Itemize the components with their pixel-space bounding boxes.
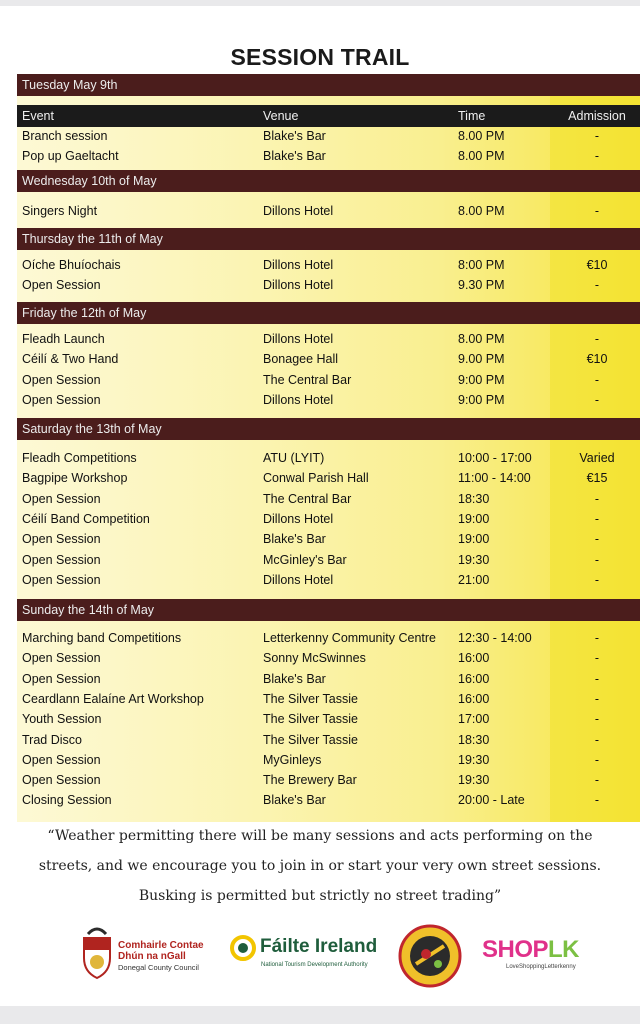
- table-row: [17, 126, 640, 146]
- table-row: [17, 628, 640, 648]
- cell-admission: €10: [586, 258, 608, 272]
- table-row: [17, 689, 640, 709]
- cell-admission: -: [594, 773, 600, 788]
- day-header: Sunday the 14th of May: [17, 599, 640, 621]
- cell-time: 18:30: [458, 732, 490, 747]
- table-row: [17, 146, 640, 166]
- table-row: [17, 570, 640, 590]
- cell-time: 11:00 - 14:00: [458, 471, 531, 486]
- council-line-2: Dhún na nGall: [118, 951, 186, 962]
- table-row: [17, 329, 640, 349]
- cell-venue: The Silver Tassie: [263, 691, 358, 706]
- cell-time: 16:00: [458, 671, 490, 686]
- cell-venue: McGinley's Bar: [263, 552, 347, 567]
- cell-venue: Dillons Hotel: [263, 258, 334, 272]
- cell-event: Open Session: [22, 651, 101, 666]
- cell-venue: Dillons Hotel: [263, 332, 334, 346]
- cell-time: 17:00: [458, 712, 490, 727]
- cell-venue: ATU (LYIT): [263, 451, 325, 465]
- table-row: [17, 648, 640, 668]
- cell-event: Open Session: [22, 752, 101, 767]
- cell-time: 19:00: [458, 511, 490, 526]
- poster-page: [0, 6, 640, 1006]
- cell-venue: Blake's Bar: [263, 793, 326, 808]
- cell-admission: -: [594, 732, 600, 747]
- cell-event: Open Session: [22, 671, 101, 686]
- cell-time: 8.00 PM: [458, 204, 505, 218]
- shoplk-name: [482, 936, 579, 964]
- column-header-event: Event: [22, 109, 54, 123]
- table-row: [17, 730, 640, 750]
- cell-admission: -: [594, 752, 600, 767]
- cell-event: Open Session: [22, 491, 101, 506]
- council-line-3: Donegal County Council: [118, 963, 199, 972]
- column-header-venue: Venue: [263, 109, 299, 123]
- cell-event: Open Session: [22, 552, 101, 567]
- council-name: [118, 940, 204, 973]
- cell-event: Open Session: [22, 532, 101, 547]
- quote-line-1: “Weather permitting there will be many sessions and acts performing on the: [47, 828, 593, 844]
- cell-venue: The Brewery Bar: [263, 773, 357, 788]
- failte-name: Fáilte Ireland: [260, 936, 378, 957]
- cell-admission: -: [594, 392, 600, 407]
- cell-event: Marching band Competitions: [22, 631, 182, 645]
- cell-venue: Blake's Bar: [263, 149, 326, 164]
- table-row: [17, 709, 640, 729]
- comhaltas-emblem-icon: [398, 924, 462, 988]
- failte-subtitle: National Tourism Development Authority: [261, 962, 368, 968]
- table-row: [17, 790, 640, 810]
- table-row: [17, 201, 640, 221]
- cell-admission: -: [594, 691, 600, 706]
- cell-time: 16:00: [458, 691, 490, 706]
- cell-time: 19:30: [458, 552, 490, 567]
- cell-time: 8.00 PM: [458, 129, 505, 143]
- cell-time: 8.00 PM: [458, 149, 505, 164]
- cell-venue: Dillons Hotel: [263, 278, 334, 293]
- table-row: [17, 448, 640, 468]
- table-row: [17, 529, 640, 549]
- cell-time: 19:30: [458, 752, 490, 767]
- cell-event: Open Session: [22, 773, 101, 788]
- day-header: Thursday the 11th of May: [17, 228, 640, 250]
- lk-text: LK: [548, 936, 580, 963]
- cell-venue: The Silver Tassie: [263, 712, 358, 727]
- cell-event: Open Session: [22, 392, 101, 407]
- failte-ireland-logo: [230, 924, 390, 988]
- council-logo: [80, 924, 220, 988]
- column-header-admission: Admission: [568, 109, 626, 123]
- cell-event: Branch session: [22, 129, 108, 143]
- cell-admission: -: [594, 129, 600, 143]
- column-header-row: [17, 105, 640, 127]
- table-row: [17, 669, 640, 689]
- cell-venue: Blake's Bar: [263, 671, 326, 686]
- cell-venue: Dillons Hotel: [263, 204, 334, 218]
- comhaltas-logo: [398, 924, 462, 988]
- cell-admission: €10: [586, 352, 608, 367]
- quote-line-3: Busking is permitted but strictly no street trading”: [138, 888, 502, 904]
- cell-event: Singers Night: [22, 204, 98, 218]
- cell-time: 9.00 PM: [458, 352, 505, 367]
- cell-event: Ceardlann Ealaíne Art Workshop: [22, 691, 204, 706]
- cell-event: Youth Session: [22, 712, 102, 727]
- cell-time: 9.30 PM: [458, 278, 505, 293]
- day-header: Wednesday 10th of May: [17, 170, 640, 192]
- cell-venue: Blake's Bar: [263, 129, 326, 143]
- cell-venue: Blake's Bar: [263, 532, 326, 547]
- table-row: [17, 275, 640, 295]
- cell-admission: -: [594, 671, 600, 686]
- cell-admission: -: [594, 532, 600, 547]
- table-row: [17, 550, 640, 570]
- cell-admission: -: [594, 793, 600, 808]
- day-header: Friday the 12th of May: [17, 302, 640, 324]
- table-row: [17, 750, 640, 770]
- cell-time: 18:30: [458, 491, 490, 506]
- cell-venue: The Central Bar: [263, 491, 352, 506]
- cell-admission: -: [594, 491, 600, 506]
- cell-venue: Dillons Hotel: [263, 392, 334, 407]
- council-line-1: Comhairle Contae: [118, 940, 204, 951]
- table-row: [17, 489, 640, 509]
- cell-admission: -: [594, 631, 600, 645]
- cell-time: 10:00 - 17:00: [458, 451, 532, 465]
- cell-time: 8.00 PM: [458, 332, 505, 346]
- cell-admission: -: [594, 372, 600, 387]
- cell-time: 19:00: [458, 532, 490, 547]
- cell-time: 12:30 - 14:00: [458, 631, 532, 645]
- cell-admission: -: [594, 204, 600, 218]
- cell-event: Trad Disco: [22, 732, 82, 747]
- cell-time: 9:00 PM: [458, 372, 505, 387]
- page-title: SESSION TRAIL: [230, 44, 410, 70]
- cell-admission: -: [594, 712, 600, 727]
- schedule-table: [17, 74, 640, 822]
- cell-event: Closing Session: [22, 793, 112, 808]
- cell-admission: -: [594, 511, 600, 526]
- cell-venue: The Silver Tassie: [263, 732, 358, 747]
- failte-emblem-icon: [230, 924, 256, 988]
- cell-admission: -: [594, 572, 600, 587]
- sponsor-logos: [0, 924, 640, 988]
- cell-event: Pop up Gaeltacht: [22, 149, 119, 164]
- cell-time: 19:30: [458, 773, 490, 788]
- cell-admission: €15: [586, 471, 608, 486]
- column-header-time: Time: [458, 109, 486, 123]
- cell-venue: The Central Bar: [263, 372, 352, 387]
- cell-venue: Letterkenny Community Centre: [263, 631, 436, 645]
- table-row: [17, 349, 640, 369]
- table-row: [17, 770, 640, 790]
- cell-venue: Dillons Hotel: [263, 572, 334, 587]
- cell-admission: Varied: [579, 451, 615, 465]
- day-header: Tuesday May 9th: [17, 74, 640, 96]
- cell-time: 16:00: [458, 651, 490, 666]
- cell-admission: -: [594, 278, 600, 293]
- cell-admission: -: [594, 149, 600, 164]
- cell-admission: -: [594, 332, 600, 346]
- cell-event: Fleadh Launch: [22, 332, 105, 346]
- cell-event: Céilí & Two Hand: [22, 352, 119, 367]
- table-row: [17, 255, 640, 275]
- table-row: [17, 370, 640, 390]
- council-crest-icon: [80, 924, 114, 980]
- cell-event: Open Session: [22, 372, 101, 387]
- cell-event: Fleadh Competitions: [22, 451, 137, 465]
- cell-venue: Bonagee Hall: [263, 352, 339, 367]
- cell-event: Open Session: [22, 278, 101, 293]
- cell-event: Open Session: [22, 572, 101, 587]
- cell-admission: -: [594, 552, 600, 567]
- cell-time: 8:00 PM: [458, 258, 505, 272]
- cell-venue: Sonny McSwinnes: [263, 651, 366, 666]
- quote-line-2: streets, and we encourage you to join in or start your very own street sessions.: [38, 858, 602, 874]
- table-row: [17, 509, 640, 529]
- cell-venue: Conwal Parish Hall: [263, 471, 369, 486]
- cell-event: Bagpipe Workshop: [22, 471, 128, 486]
- cell-time: 21:00: [458, 572, 490, 587]
- cell-time: 20:00 - Late: [458, 793, 525, 808]
- cell-venue: MyGinleys: [263, 752, 322, 767]
- cell-venue: Dillons Hotel: [263, 511, 334, 526]
- table-row: [17, 390, 640, 410]
- shoplk-logo: [482, 924, 602, 988]
- day-header: Saturday the 13th of May: [17, 418, 640, 440]
- cell-admission: -: [594, 651, 600, 666]
- table-row: [17, 468, 640, 488]
- shoplk-tagline: LoveShoppingLetterkenny: [506, 964, 576, 970]
- cell-event: Oíche Bhuíochais: [22, 258, 121, 272]
- shop-text: SHOP: [482, 936, 549, 963]
- cell-time: 9:00 PM: [458, 392, 505, 407]
- cell-event: Céilí Band Competition: [22, 511, 150, 526]
